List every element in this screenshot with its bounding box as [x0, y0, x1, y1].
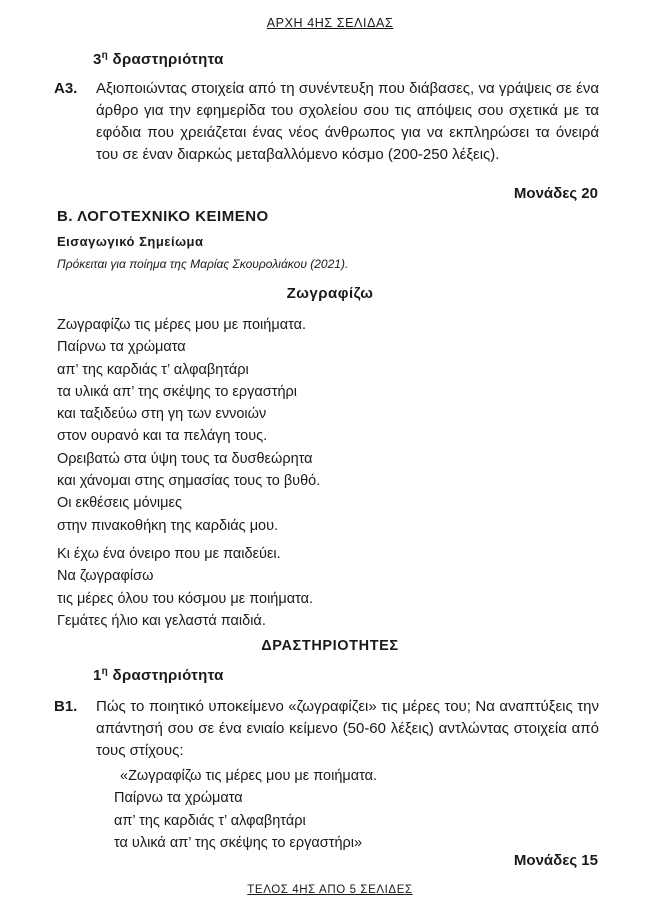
activity-number: 3 — [93, 51, 102, 68]
activity-label: δραστηριότητα — [108, 51, 224, 68]
ordinal-suffix: η — [101, 50, 109, 61]
poem-line: τις μέρες όλου του κόσμου με ποιήματα. — [57, 590, 314, 607]
activity-number: 1 — [93, 667, 102, 684]
poem-stanza-1 — [57, 314, 320, 537]
activities-heading: ΔΡΑΣΤΗΡΙΟΤΗΤΕΣ — [261, 638, 399, 654]
poem-line: Κι έχω ένα όνειρο που με παιδεύει. — [57, 546, 281, 562]
page-footer: ΤΕΛΟΣ 4ΗΣ ΑΠΟ 5 ΣΕΛΙΔΕΣ — [247, 884, 413, 896]
question-b1-quote — [114, 765, 377, 854]
poem-line: και χάνομαι στης σημασίας τους το βυθό. — [57, 473, 321, 490]
intro-note-title: Εισαγωγικό Σημείωμα — [57, 234, 204, 249]
poem-line: Παίρνω τα χρώματα — [57, 339, 186, 356]
section-b-title: Β. ΛΟΓΟΤΕΧΝΙΚΟ ΚΕΙΜΕΝΟ — [57, 208, 269, 225]
quote-line: «Ζωγραφίζω τις μέρες μου με ποιήματα. — [120, 768, 378, 784]
intro-note-text: Πρόκειται για ποίημα της Μαρίας Σκουρολιάκου (2021). — [57, 257, 349, 271]
poem-line: Γεμάτες ήλιο και γελαστά παιδιά. — [57, 612, 266, 629]
question-b1-points: Μονάδες 15 — [513, 852, 598, 869]
poem-title: Ζωγραφίζω — [286, 285, 374, 302]
quote-line: Παίρνω τα χρώματα — [114, 790, 243, 807]
activity-3-heading — [93, 50, 224, 68]
question-b1-text: Πώς το ποιητικό υποκείμενο «ζωγραφίζει» τις μέρες του; Να αναπτύξεις την απάντησή σου σε ένα ενιαίο κείμενο (50-60 λέξεις) αντλώντας στοιχεία από τους στίχους: — [96, 698, 599, 759]
poem-line: Να ζωγραφίσω — [57, 568, 154, 585]
question-a3-points: Μονάδες 20 — [513, 185, 598, 202]
activity-label: δραστηριότητα — [108, 667, 224, 684]
poem-line: στον ουρανό και τα πελάγη τους. — [57, 428, 268, 445]
poem-line: στην πινακοθήκη της καρδιάς μου. — [57, 517, 279, 534]
question-a3-text: Αξιοποιώντας στοιχεία από τη συνέντευξη που διάβασες, να γράψεις σε ένα άρθρο για την εφημερίδα του σχολείου σου τις απόψεις σου σχετικά με τα εφόδια που χρειάζεται ένας νέος άνθρωπος για να εκπληρώσει τα όνειρά του σε έναν διαρκώς μεταβαλλόμενο κόσμο (200-250 λέξεις). — [96, 80, 599, 163]
question-a3-label: Α3. — [54, 80, 78, 97]
page-header: ΑΡΧΗ 4ΗΣ ΣΕΛΙΔΑΣ — [266, 16, 394, 30]
poem-line: και ταξιδεύω στη γη των εννοιών — [57, 406, 267, 423]
poem-line: τα υλικά απ’ της σκέψης το εργαστήρι — [57, 383, 297, 400]
activity-1-heading — [93, 666, 224, 684]
ordinal-suffix: η — [101, 666, 109, 677]
poem-line: Ζωγραφίζω τις μέρες μου με ποιήματα. — [57, 317, 307, 333]
question-b1-label: Β1. — [54, 698, 78, 715]
quote-line: τα υλικά απ’ της σκέψης το εργαστήρι» — [114, 834, 363, 851]
poem-line: Ορειβατώ στα ύψη τους τα δυσθεώρητα — [57, 450, 313, 467]
poem-stanza-2 — [57, 543, 313, 632]
poem-line: Οι εκθέσεις μόνιμες — [57, 495, 182, 512]
quote-line: απ’ της καρδιάς τ’ αλφαβητάρι — [114, 812, 306, 829]
poem-line: απ’ της καρδιάς τ’ αλφαβητάρι — [57, 361, 249, 378]
